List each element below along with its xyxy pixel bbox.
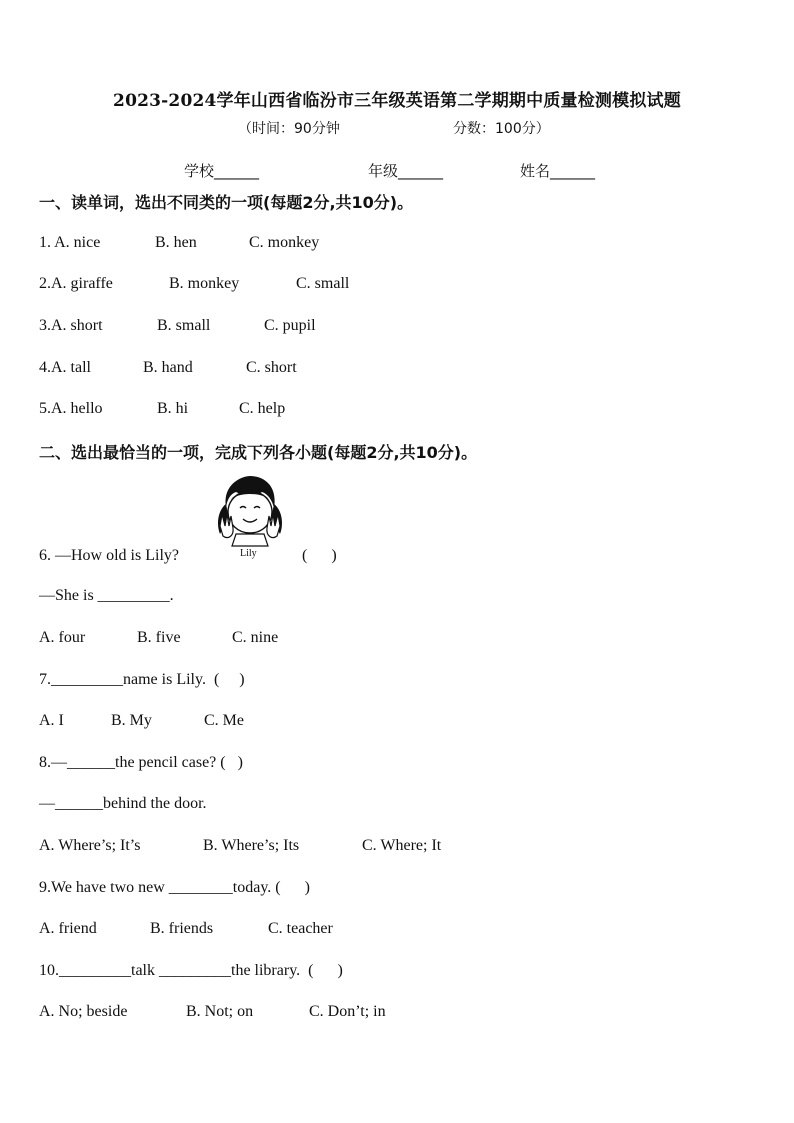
q7-option-a: A. I <box>39 712 64 729</box>
q9-stem: 9.We have two new ________today. ( ) <box>39 879 310 896</box>
q7-option-b: B. My <box>111 712 152 729</box>
q6-answer-paren[interactable]: ( ) <box>302 547 337 564</box>
q6-option-a: A. four <box>39 629 86 646</box>
option-c: C. short <box>246 359 297 376</box>
q9-option-b: B. friends <box>150 920 214 937</box>
q6-stem: 6. —How old is Lily? <box>39 547 179 564</box>
q7-stem: 7._________name is Lily. ( ) <box>39 671 245 688</box>
q10-stem: 10._________talk _________the library. ( ) <box>39 962 343 979</box>
q6-reply: —She is _________. <box>39 587 174 604</box>
exam-time: （时间：90分钟 <box>238 121 340 137</box>
section1-heading: 一、读单词，选出不同类的一项(每题2分,共10分)。 <box>39 193 414 212</box>
option-a: 4.A. tall <box>39 359 91 376</box>
q6-option-c: C. nine <box>232 629 279 646</box>
exam-score: 分数：100分） <box>453 121 550 137</box>
page-title: 2023-2024学年山西省临汾市三年级英语第二学期期中质量检测模拟试题 <box>113 91 681 111</box>
school-field[interactable]: 学校______ <box>184 162 260 180</box>
option-b: B. hi <box>157 400 189 417</box>
q10-option-b: B. Not; on <box>186 1003 254 1020</box>
lily-label: Lily <box>240 548 257 559</box>
q10-option-a: A. No; beside <box>39 1003 128 1020</box>
option-b: B. monkey <box>169 275 240 292</box>
option-b: B. hand <box>143 359 193 376</box>
option-a: 2.A. giraffe <box>39 275 113 292</box>
q8-stem: 8.—______the pencil case? ( ) <box>39 754 243 771</box>
q9-option-c: C. teacher <box>268 920 333 937</box>
option-b: B. small <box>157 317 211 334</box>
option-c: C. pupil <box>264 317 316 334</box>
q6-option-b: B. five <box>137 629 181 646</box>
option-c: C. small <box>296 275 350 292</box>
name-field[interactable]: 姓名______ <box>520 162 596 180</box>
q8-option-a: A. Where’s; It’s <box>39 837 141 854</box>
option-c: C. monkey <box>249 234 320 251</box>
q10-option-c: C. Don’t; in <box>309 1003 386 1020</box>
q7-option-c: C. Me <box>204 712 244 729</box>
option-a: 5.A. hello <box>39 400 103 417</box>
option-b: B. hen <box>155 234 197 251</box>
option-a: 1. A. nice <box>39 234 101 251</box>
q8-option-c: C. Where; It <box>362 837 442 854</box>
option-c: C. help <box>239 400 286 417</box>
option-a: 3.A. short <box>39 317 103 334</box>
q8-reply: —______behind the door. <box>39 795 207 812</box>
q8-option-b: B. Where’s; Its <box>203 837 300 854</box>
grade-field[interactable]: 年级______ <box>368 162 444 180</box>
q9-option-a: A. friend <box>39 920 97 937</box>
section2-heading: 二、选出最恰当的一项，完成下列各小题(每题2分,共10分)。 <box>39 443 478 462</box>
